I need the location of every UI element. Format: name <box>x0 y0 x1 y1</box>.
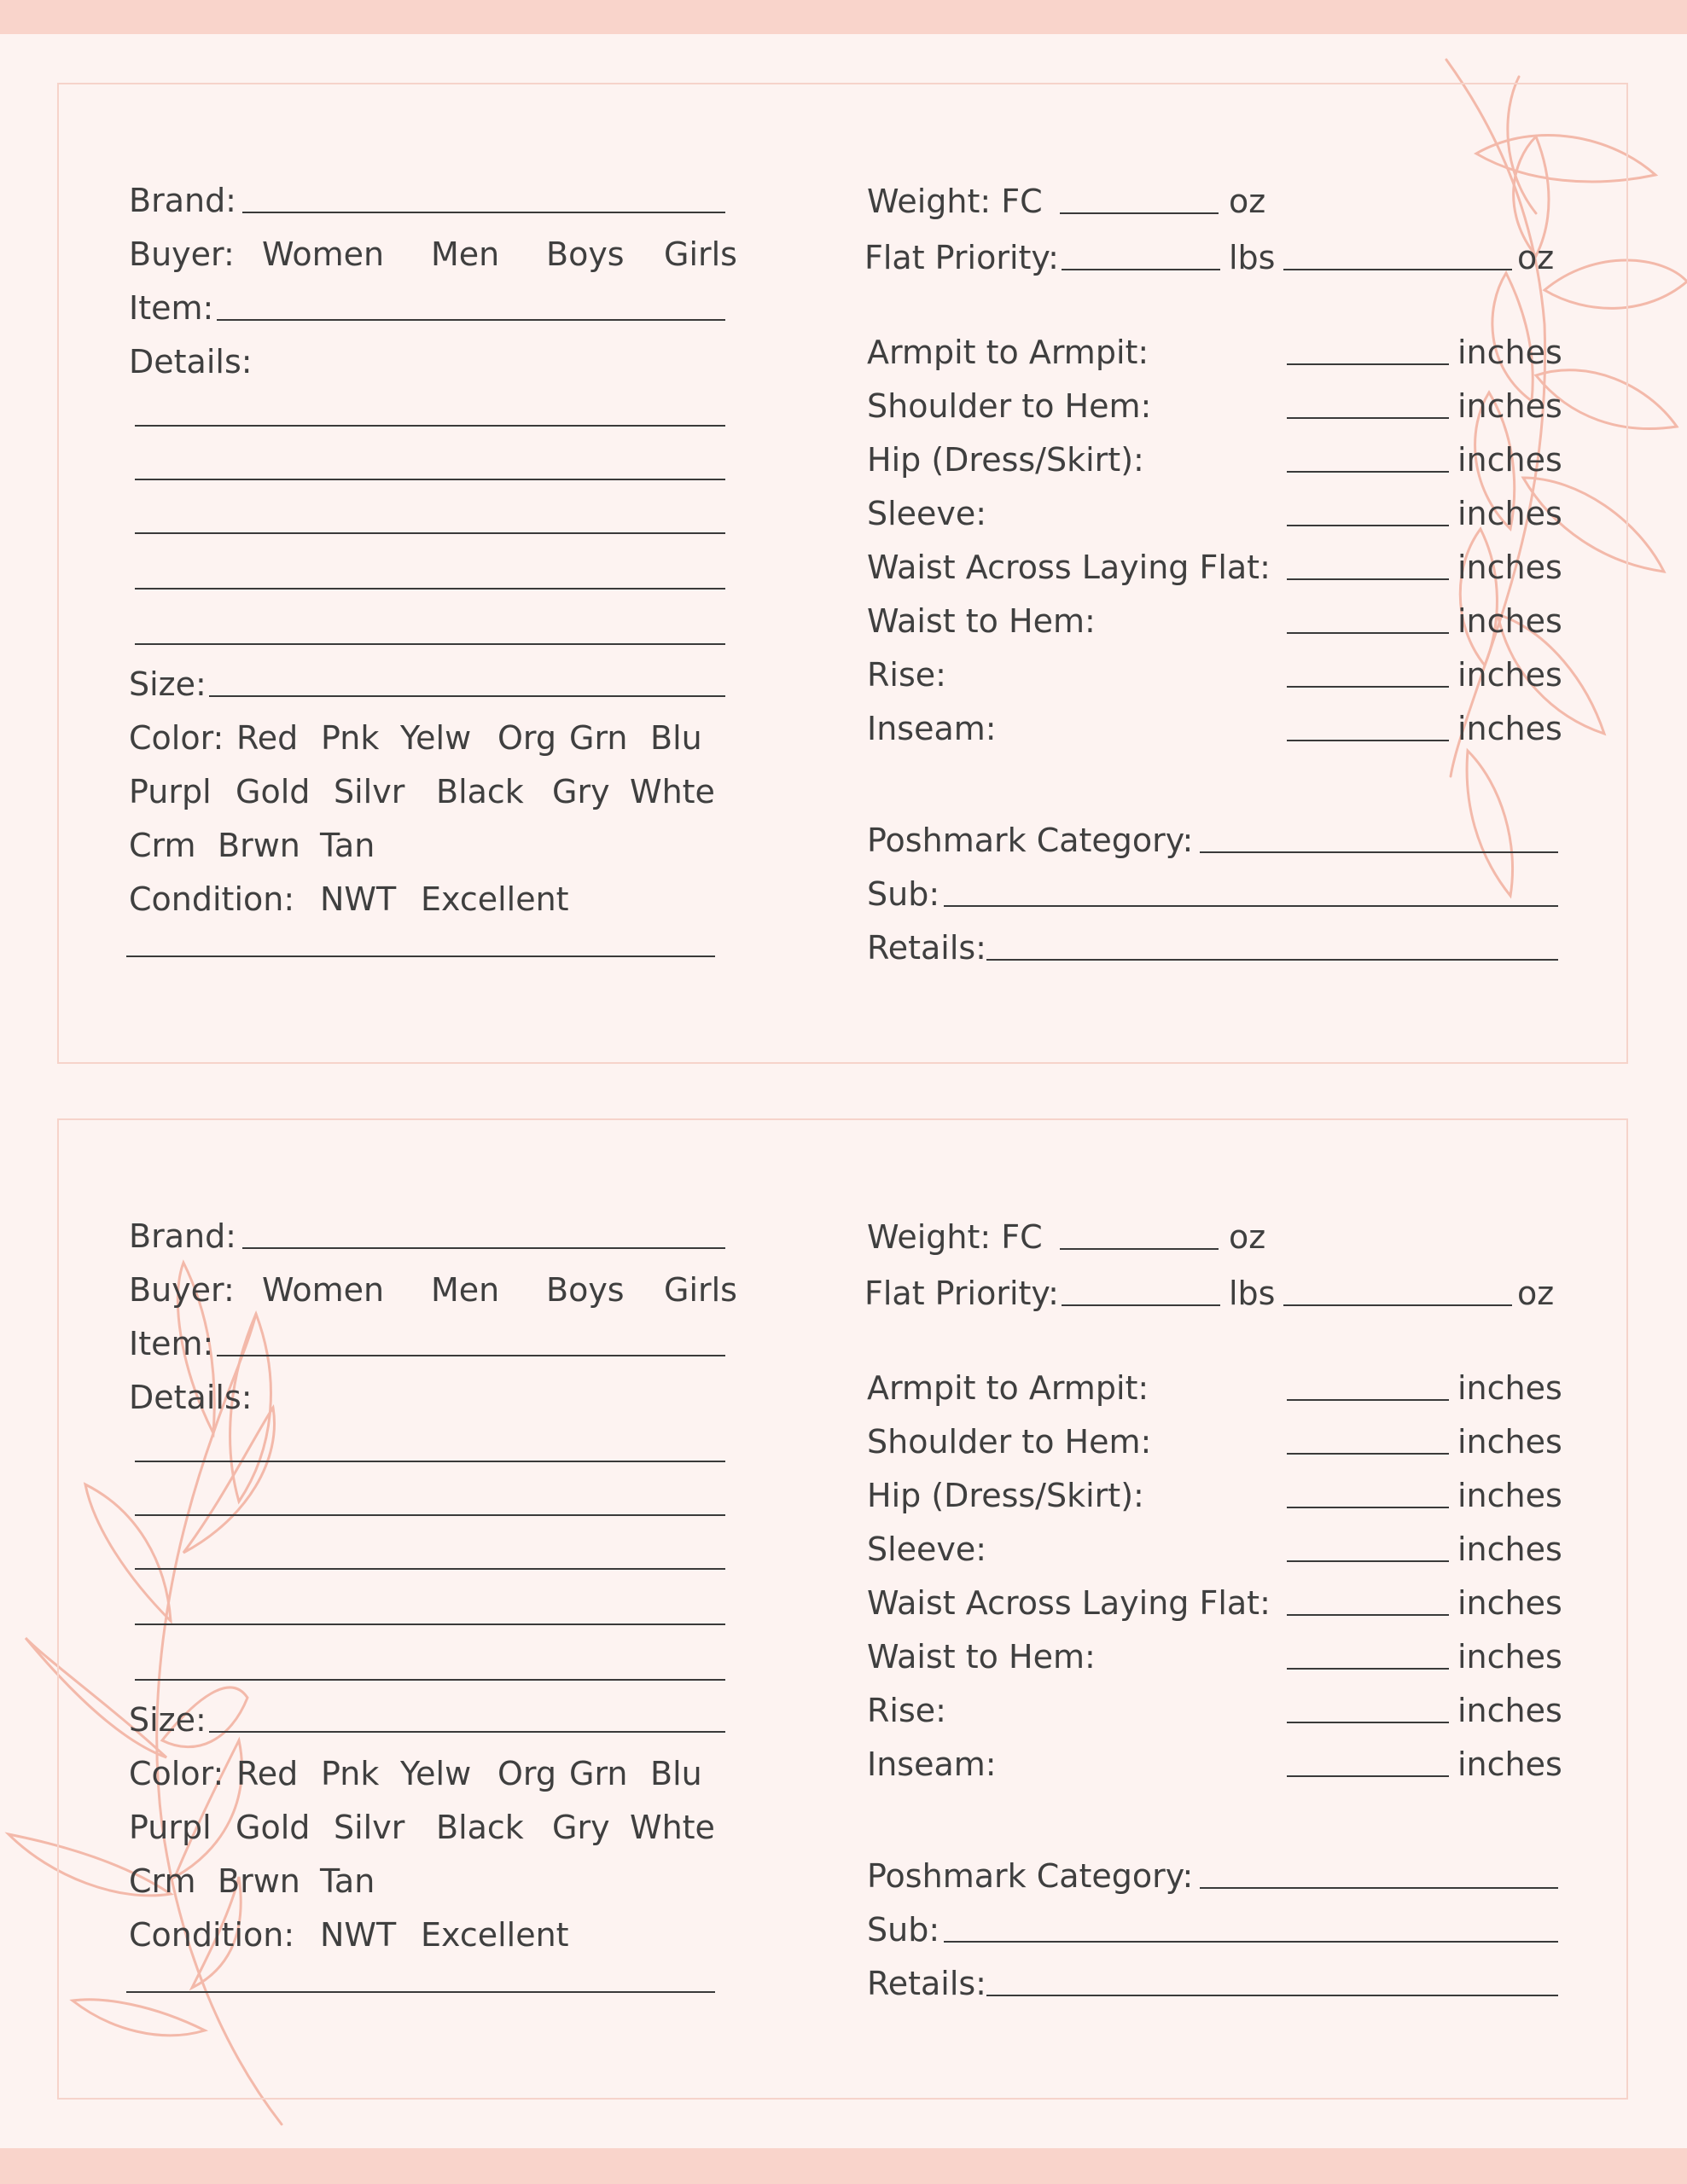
size-label: Size: <box>129 1701 207 1739</box>
flat-priority-lbs-field[interactable] <box>1062 1304 1220 1306</box>
brand-label: Brand: <box>129 1217 236 1255</box>
measurement-field-inseam[interactable] <box>1287 1775 1449 1777</box>
color-option-grn[interactable]: Grn <box>569 1755 628 1792</box>
color-option-blu[interactable]: Blu <box>650 719 702 757</box>
measurement-unit: inches <box>1457 1531 1562 1568</box>
measurement-unit: inches <box>1457 602 1562 640</box>
condition-option-excellent[interactable]: Excellent <box>421 880 569 918</box>
buyer-option-girls[interactable]: Girls <box>664 235 737 273</box>
color-option-grn[interactable]: Grn <box>569 719 628 757</box>
color-option-blu[interactable]: Blu <box>650 1755 702 1792</box>
retails-field[interactable] <box>986 959 1558 961</box>
item-field[interactable] <box>217 1355 725 1356</box>
measurement-field-shoulder[interactable] <box>1287 1453 1449 1455</box>
buyer-option-boys[interactable]: Boys <box>546 235 625 273</box>
details-line-2[interactable] <box>135 1514 725 1516</box>
measurement-field-waist-hem[interactable] <box>1287 1668 1449 1670</box>
weight-field[interactable] <box>1060 1248 1219 1250</box>
details-line-4[interactable] <box>135 588 725 590</box>
color-option-silvr[interactable]: Silvr <box>334 1809 405 1846</box>
weight-label: Weight: FC <box>867 183 1043 220</box>
sub-label: Sub: <box>867 875 940 913</box>
details-line-4[interactable] <box>135 1623 725 1625</box>
color-option-brwn[interactable]: Brwn <box>218 827 300 864</box>
buyer-option-women[interactable]: Women <box>262 235 385 273</box>
measurement-label-armpit: Armpit to Armpit: <box>867 1369 1149 1407</box>
measurement-field-armpit[interactable] <box>1287 363 1449 365</box>
condition-option-nwt[interactable]: NWT <box>320 1916 397 1954</box>
item-label: Item: <box>129 1325 214 1362</box>
measurement-label-sleeve: Sleeve: <box>867 495 987 532</box>
color-option-whte[interactable]: Whte <box>630 773 715 810</box>
poshmark-category-field[interactable] <box>1200 1887 1558 1889</box>
color-option-black[interactable]: Black <box>436 773 524 810</box>
flat-priority-label: Flat Priority: <box>864 239 1059 276</box>
details-line-3[interactable] <box>135 532 725 534</box>
measurement-label-waist-hem: Waist to Hem: <box>867 602 1096 640</box>
measurement-unit: inches <box>1457 1692 1562 1729</box>
color-option-purpl[interactable]: Purpl <box>129 1809 212 1846</box>
measurement-label-shoulder: Shoulder to Hem: <box>867 1423 1152 1461</box>
measurement-label-waist-hem: Waist to Hem: <box>867 1638 1096 1676</box>
poshmark-category-label: Poshmark Category: <box>867 1857 1194 1895</box>
measurement-unit: inches <box>1457 1477 1562 1514</box>
color-label: Color: <box>129 1755 224 1792</box>
measurement-unit: inches <box>1457 495 1562 532</box>
retails-label: Retails: <box>867 929 986 967</box>
measurement-unit: inches <box>1457 1369 1562 1407</box>
condition-label: Condition: <box>129 880 295 918</box>
measurement-unit: inches <box>1457 1423 1562 1461</box>
condition-notes-line[interactable] <box>126 956 715 957</box>
measurement-label-armpit: Armpit to Armpit: <box>867 334 1149 371</box>
flat-priority-oz-unit: oz <box>1517 239 1555 276</box>
top-band <box>0 0 1687 34</box>
measurement-label-inseam: Inseam: <box>867 1745 997 1783</box>
details-line-2[interactable] <box>135 479 725 480</box>
color-option-tan[interactable]: Tan <box>320 827 375 864</box>
weight-unit: oz <box>1229 183 1266 220</box>
measurement-unit: inches <box>1457 1745 1562 1783</box>
measurement-label-inseam: Inseam: <box>867 710 997 747</box>
sub-field[interactable] <box>944 1941 1558 1943</box>
poshmark-category-field[interactable] <box>1200 851 1558 853</box>
measurement-unit: inches <box>1457 1584 1562 1622</box>
measurement-label-waist-flat: Waist Across Laying Flat: <box>867 1584 1271 1622</box>
sub-label: Sub: <box>867 1911 940 1949</box>
color-option-crm[interactable]: Crm <box>129 1862 196 1900</box>
buyer-option-men[interactable]: Men <box>431 235 500 273</box>
measurement-unit: inches <box>1457 387 1562 425</box>
measurement-field-waist-hem[interactable] <box>1287 632 1449 634</box>
details-label: Details: <box>129 343 253 380</box>
measurement-unit: inches <box>1457 334 1562 371</box>
buyer-option-girls[interactable]: Girls <box>664 1271 737 1309</box>
flat-priority-label: Flat Priority: <box>864 1275 1059 1312</box>
item-label: Item: <box>129 289 214 327</box>
color-option-yelw[interactable]: Yelw <box>400 1755 472 1792</box>
size-field[interactable] <box>209 1731 725 1733</box>
measurement-label-sleeve: Sleeve: <box>867 1531 987 1568</box>
measurement-field-waist-flat[interactable] <box>1287 1614 1449 1616</box>
color-option-brwn[interactable]: Brwn <box>218 1862 300 1900</box>
color-option-gold[interactable]: Gold <box>236 1809 311 1846</box>
poshmark-category-label: Poshmark Category: <box>867 822 1194 859</box>
flat-priority-lbs-unit: lbs <box>1229 239 1276 276</box>
measurement-unit: inches <box>1457 710 1562 747</box>
measurement-unit: inches <box>1457 656 1562 694</box>
flat-priority-oz-field[interactable] <box>1283 269 1512 270</box>
flat-priority-lbs-unit: lbs <box>1229 1275 1276 1312</box>
color-option-org[interactable]: Org <box>497 719 556 757</box>
color-label: Color: <box>129 719 224 757</box>
buyer-label: Buyer: <box>129 235 235 273</box>
color-option-gold[interactable]: Gold <box>236 773 311 810</box>
condition-label: Condition: <box>129 1916 295 1954</box>
measurement-field-shoulder[interactable] <box>1287 417 1449 419</box>
measurement-unit: inches <box>1457 1638 1562 1676</box>
details-line-1[interactable] <box>135 425 725 427</box>
measurement-label-waist-flat: Waist Across Laying Flat: <box>867 549 1271 586</box>
color-option-gry[interactable]: Gry <box>552 1809 610 1846</box>
item-field[interactable] <box>217 319 725 321</box>
brand-field[interactable] <box>242 212 725 213</box>
flat-priority-oz-unit: oz <box>1517 1275 1555 1312</box>
condition-option-excellent[interactable]: Excellent <box>421 1916 569 1954</box>
color-option-gry[interactable]: Gry <box>552 773 610 810</box>
measurement-label-hip: Hip (Dress/Skirt): <box>867 441 1144 479</box>
flat-priority-oz-field[interactable] <box>1283 1304 1512 1306</box>
measurement-field-rise[interactable] <box>1287 1722 1449 1723</box>
details-line-1[interactable] <box>135 1461 725 1462</box>
color-option-whte[interactable]: Whte <box>630 1809 715 1846</box>
measurement-field-hip[interactable] <box>1287 1507 1449 1508</box>
color-option-tan[interactable]: Tan <box>320 1862 375 1900</box>
color-option-black[interactable]: Black <box>436 1809 524 1846</box>
buyer-label: Buyer: <box>129 1271 235 1309</box>
measurement-unit: inches <box>1457 441 1562 479</box>
color-option-yelw[interactable]: Yelw <box>400 719 472 757</box>
weight-unit: oz <box>1229 1218 1266 1256</box>
measurement-field-sleeve[interactable] <box>1287 1560 1449 1562</box>
buyer-option-women[interactable]: Women <box>262 1271 385 1309</box>
brand-field[interactable] <box>242 1247 725 1249</box>
measurement-label-rise: Rise: <box>867 1692 946 1729</box>
condition-option-nwt[interactable]: NWT <box>320 880 397 918</box>
measurement-field-armpit[interactable] <box>1287 1399 1449 1401</box>
color-option-pnk[interactable]: Pnk <box>321 719 380 757</box>
color-option-pnk[interactable]: Pnk <box>321 1755 380 1792</box>
flat-priority-lbs-field[interactable] <box>1062 269 1220 270</box>
measurement-label-shoulder: Shoulder to Hem: <box>867 387 1152 425</box>
condition-notes-line[interactable] <box>126 1991 715 1993</box>
color-option-crm[interactable]: Crm <box>129 827 196 864</box>
details-label: Details: <box>129 1379 253 1416</box>
size-label: Size: <box>129 665 207 703</box>
weight-label: Weight: FC <box>867 1218 1043 1256</box>
size-field[interactable] <box>209 695 725 697</box>
bottom-band <box>0 2148 1687 2184</box>
buyer-option-boys[interactable]: Boys <box>546 1271 625 1309</box>
measurement-field-inseam[interactable] <box>1287 740 1449 741</box>
buyer-option-men[interactable]: Men <box>431 1271 500 1309</box>
measurement-unit: inches <box>1457 549 1562 586</box>
retails-field[interactable] <box>986 1995 1558 1996</box>
measurement-field-rise[interactable] <box>1287 686 1449 688</box>
sub-field[interactable] <box>944 905 1558 907</box>
details-line-5[interactable] <box>135 643 725 645</box>
retails-label: Retails: <box>867 1965 986 2002</box>
color-option-org[interactable]: Org <box>497 1755 556 1792</box>
brand-label: Brand: <box>129 182 236 219</box>
measurement-label-rise: Rise: <box>867 656 946 694</box>
measurement-label-hip: Hip (Dress/Skirt): <box>867 1477 1144 1514</box>
color-option-purpl[interactable]: Purpl <box>129 773 212 810</box>
details-line-3[interactable] <box>135 1568 725 1570</box>
measurement-field-sleeve[interactable] <box>1287 525 1449 526</box>
color-option-red[interactable]: Red <box>236 719 299 757</box>
measurement-field-hip[interactable] <box>1287 471 1449 473</box>
color-option-red[interactable]: Red <box>236 1755 299 1792</box>
color-option-silvr[interactable]: Silvr <box>334 773 405 810</box>
details-line-5[interactable] <box>135 1679 725 1681</box>
measurement-field-waist-flat[interactable] <box>1287 578 1449 580</box>
weight-field[interactable] <box>1060 212 1219 214</box>
